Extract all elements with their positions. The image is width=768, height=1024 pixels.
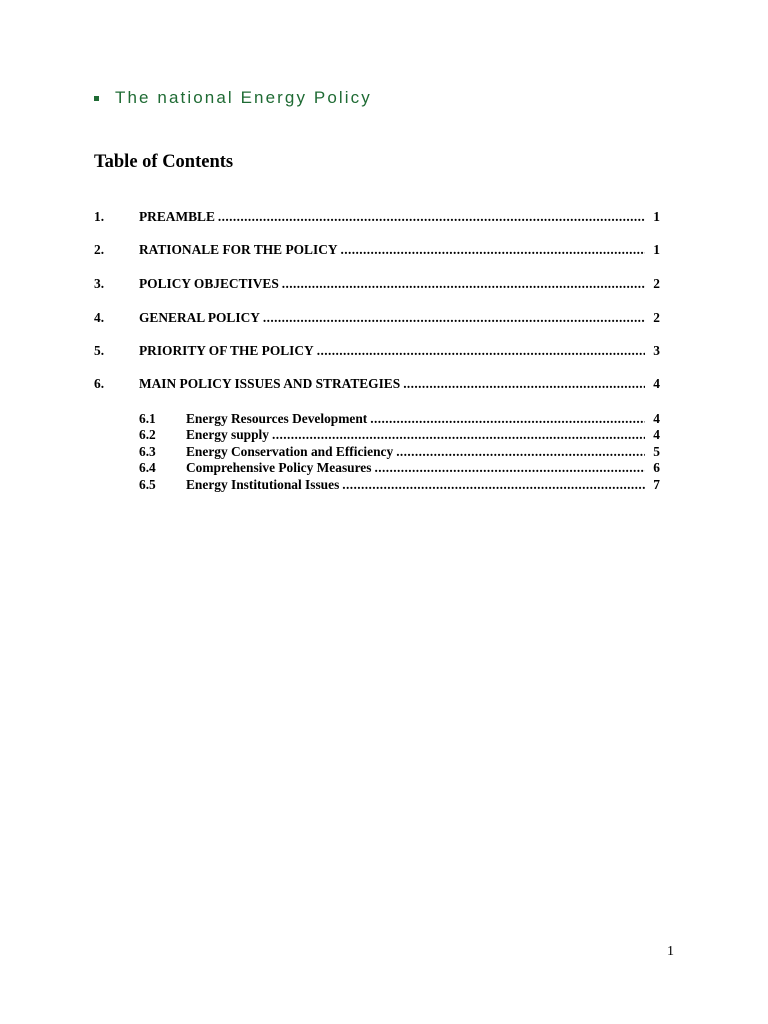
toc-subentry-title: Energy supply (186, 427, 269, 442)
dot-leader (317, 343, 645, 359)
dot-leader (342, 477, 645, 493)
toc-subentry[interactable] (139, 477, 660, 493)
toc-entry-title: MAIN POLICY ISSUES AND STRATEGIES (139, 376, 401, 391)
toc-subentry-title: Energy Institutional Issues (186, 477, 340, 492)
toc-entry-page: 4 (653, 376, 660, 391)
toc-entry[interactable] (94, 376, 660, 392)
toc-subentry-title: Energy Resources Development (186, 411, 368, 426)
toc-entry-number: 5. (94, 343, 105, 358)
toc-subentry[interactable] (139, 444, 660, 460)
toc-subentry-number: 6.3 (139, 444, 156, 459)
page-number: 1 (667, 944, 674, 959)
document-header (94, 88, 372, 108)
dot-leader (218, 209, 645, 225)
toc-entry-title: GENERAL POLICY (139, 310, 260, 325)
toc-entry-title: PRIORITY OF THE POLICY (139, 343, 314, 358)
toc-subentry-number: 6.1 (139, 411, 156, 426)
dot-leader (370, 411, 645, 427)
toc-entry[interactable] (94, 310, 660, 326)
toc-entry-number: 1. (94, 209, 105, 224)
toc-subentry-number: 6.4 (139, 460, 156, 475)
toc-heading: Table of Contents (94, 152, 234, 172)
toc-entry-page: 1 (653, 242, 660, 257)
dot-leader (282, 276, 645, 292)
toc-entry[interactable] (94, 276, 660, 292)
dot-leader (396, 444, 645, 460)
toc-entry-page: 1 (653, 209, 660, 224)
toc-subentry-number: 6.5 (139, 477, 156, 492)
toc-entry-page: 3 (653, 343, 660, 358)
toc-subentry-number: 6.2 (139, 427, 156, 442)
dot-leader (403, 376, 645, 392)
toc-subentry-page: 4 (653, 427, 660, 442)
toc-subentry-page: 5 (653, 444, 660, 459)
dot-leader (341, 242, 645, 258)
toc-entry-number: 3. (94, 276, 105, 291)
toc-entry-title: POLICY OBJECTIVES (139, 276, 279, 291)
toc-subentry[interactable] (139, 460, 660, 476)
toc-entry-number: 4. (94, 310, 105, 325)
header-title: The national Energy Policy (115, 88, 372, 107)
dot-leader (272, 427, 645, 443)
toc-entry-title: RATIONALE FOR THE POLICY (139, 242, 338, 257)
toc-subentry[interactable] (139, 427, 660, 443)
toc-entry-number: 6. (94, 376, 105, 391)
toc-subentry-title: Energy Conservation and Efficiency (186, 444, 394, 459)
square-bullet-icon (94, 96, 99, 101)
toc-entry-number: 2. (94, 242, 105, 257)
toc-subentry-page: 6 (653, 460, 660, 475)
toc-entry-page: 2 (653, 276, 660, 291)
toc-entry-page: 2 (653, 310, 660, 325)
toc-entry[interactable] (94, 343, 660, 359)
toc-entry[interactable] (94, 242, 660, 258)
dot-leader (374, 460, 645, 476)
toc-subentry-page: 7 (653, 477, 660, 492)
toc-entry-title: PREAMBLE (139, 209, 215, 224)
dot-leader (263, 310, 645, 326)
toc-entry[interactable] (94, 209, 660, 225)
toc-subentry-title: Comprehensive Policy Measures (186, 460, 372, 475)
toc-subentry[interactable] (139, 411, 660, 427)
toc-subentry-page: 4 (653, 411, 660, 426)
